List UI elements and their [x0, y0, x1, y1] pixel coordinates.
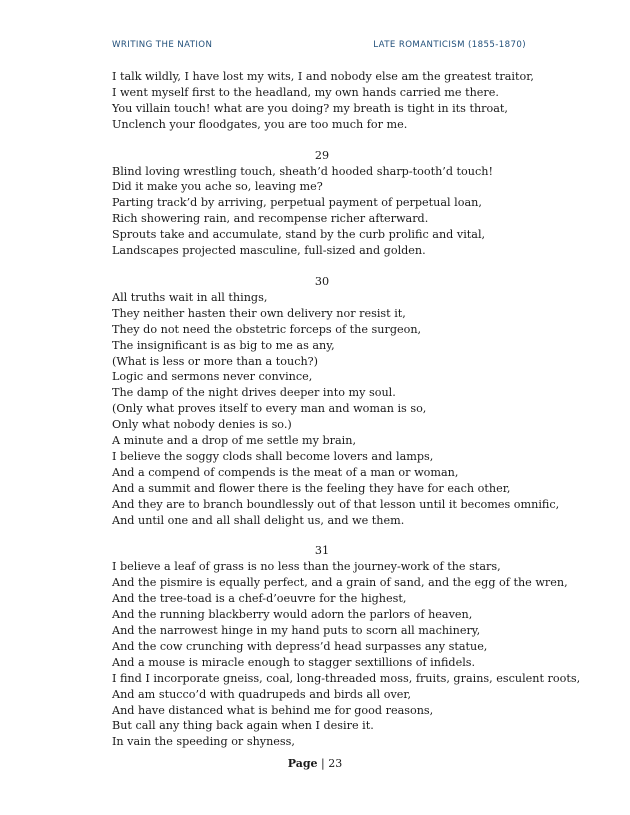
poem-line: You villain touch! what are you doing? my breath is tight in its throat, — [112, 101, 508, 115]
section-number: 29 — [314, 148, 330, 162]
poem-line: Only what nobody denies is so.) — [112, 418, 292, 432]
poem-line: They neither hasten their own delivery nor resist it, — [112, 306, 406, 320]
poem-line: And the tree-toad is a chef-d’oeuvre for the highest, — [112, 592, 407, 606]
section-number: 31 — [314, 544, 330, 558]
poem-line: And a compend of compends is the meat of a man or woman, — [112, 465, 459, 479]
poem-line: Parting track’d by arriving, perpetual payment of perpetual loan, — [112, 196, 482, 210]
poem-line: I believe a leaf of grass is no less than the journey-work of the stars, — [112, 560, 501, 574]
intro-stanza — [112, 69, 532, 133]
poem-line: All truths wait in all things, — [112, 290, 268, 304]
poem-line: And have distanced what is behind me for good reasons, — [112, 703, 434, 717]
poem-line: But call any thing back again when I desire it. — [112, 719, 374, 733]
poem-line: A minute and a drop of me settle my brain, — [112, 434, 357, 448]
poem-line: I believe the soggy clods shall become lovers and lamps, — [112, 449, 434, 463]
poem-line: I talk wildly, I have lost my wits, I and nobody else am the greatest traitor, — [112, 70, 534, 83]
section-29-stanza — [112, 164, 532, 259]
poem-line: And a mouse is miracle enough to stagger sextillions of infidels. — [112, 655, 476, 669]
poem-line: And am stucco’d with quadrupeds and birds all over, — [112, 687, 412, 701]
poem-line: (Only what proves itself to every man and woman is so, — [112, 402, 427, 416]
poem-line: Did it make you ache so, leaving me? — [112, 180, 323, 194]
poem-line: I went myself first to the headland, my own hands carried me there. — [112, 85, 499, 99]
section-number: 30 — [314, 274, 330, 288]
page-footer — [0, 757, 630, 770]
poem-body — [112, 69, 581, 750]
poem-line: Landscapes projected masculine, full-sized and golden. — [112, 244, 426, 258]
poem-line: And a summit and flower there is the feeling they have for each other, — [112, 481, 511, 495]
poem-line: And the cow crunching with depress’d head surpasses any statue, — [112, 639, 488, 653]
poem-line: Logic and sermons never convince, — [112, 370, 313, 384]
poem-line: And the running blackberry would adorn the parlors of heaven, — [112, 608, 473, 622]
poem-line: In vain the speeding or shyness, — [112, 735, 295, 749]
section-31-stanza — [112, 559, 581, 750]
poem-line: And the pismire is equally perfect, and a grain of sand, and the egg of the wren, — [112, 576, 568, 590]
poem-line: And the narrowest hinge in my hand puts to scorn all machinery, — [112, 624, 481, 637]
poem-line: Blind loving wrestling touch, sheath’d hooded sharp-tooth’d touch! — [112, 164, 493, 178]
poem-line: Rich showering rain, and recompense richer afterward. — [112, 212, 429, 226]
section-30-stanza — [112, 290, 560, 529]
poem-line: (What is less or more than a touch?) — [112, 354, 319, 368]
poem-line: The insignificant is as big to me as any, — [112, 338, 335, 352]
header-left-title: WRITING THE NATION — [112, 40, 213, 50]
poem-line: Sprouts take and accumulate, stand by the curb prolific and vital, — [112, 228, 486, 242]
poem-line: And they are to branch boundlessly out of that lesson until it becomes omnific, — [112, 497, 560, 511]
poem-line: And until one and all shall delight us, and we them. — [112, 513, 405, 527]
poem-line: The damp of the night drives deeper into my soul. — [112, 386, 396, 400]
poem-line: They do not need the obstetric forceps of the surgeon, — [112, 322, 422, 336]
page-label: Page — [287, 757, 318, 770]
header-right-title: LATE ROMANTICISM (1855-1870) — [373, 40, 526, 50]
page-separator: | — [321, 757, 325, 770]
running-header — [112, 40, 526, 50]
page-number: 23 — [328, 757, 343, 770]
poem-line: I find I incorporate gneiss, coal, long-threaded moss, fruits, grains, esculent roots, — [112, 671, 581, 685]
poem-line: Unclench your floodgates, you are too much for me. — [112, 117, 408, 131]
